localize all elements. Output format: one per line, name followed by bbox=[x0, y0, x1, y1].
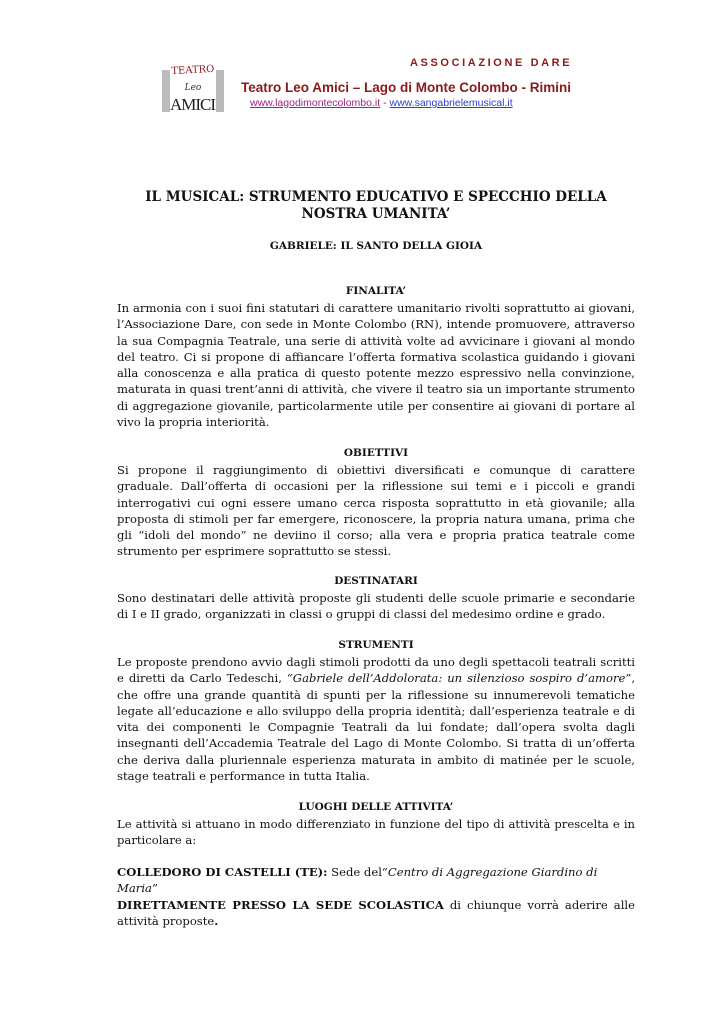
section-finalita bbox=[117, 284, 635, 430]
section-text: In armonia con i suoi fini statutari di carattere umanitario rivolti soprattutto ai giovani, l’Associazione Dare, con sede in Monte Colombo (RN), intende promuovere, attraverso la sua Compagnia Teatrale, una serie di attività volte ad avvicinare i giovani al mondo del teatro. Ci si propone di affiancare l’offerta formativa scolastica guidando i giovani alla conoscenza e alla pratica di questo potente mezzo espressivo nella convinzione, maturata in quasi trent’anni di attività, che vivere il teatro sia un importante strumento di aggregazione giovanile, particolarmente utile per consentire ai giovani di portare al vivo la propria interiorità. bbox=[117, 301, 635, 430]
show-title: “Gabriele dell’Addolorata: un silenzioso sospiro d’amore” bbox=[286, 671, 632, 686]
place-name: COLLEDORO DI CASTELLI (TE): bbox=[117, 865, 328, 879]
section-heading: FINALITA’ bbox=[345, 285, 407, 297]
section-destinatari bbox=[117, 574, 635, 623]
text-after: , che offre una grande quantità di spunti per la riflessione su innumerevoli tematiche legate all’educazione e allo sviluppo della propria identità; dall’esperienza teatrale e di vita dei componenti le Compagnie Teatrali da lui fondate; dall’opera svolta dagli insegnanti dell’Accademia Teatrale del Lago di Monte Colombo. Si tratta di un’offerta che deriva dalla pluriennale esperienza maturata in ambito di matinée per le scuole, stage teatrali e performance in tutta Italia. bbox=[117, 671, 635, 784]
link-separator: - bbox=[383, 97, 387, 109]
document-subtitle: GABRIELE: IL SANTO DELLA GIOIA bbox=[269, 240, 483, 252]
link-lagodimontecolombo[interactable]: www.lagodimontecolombo.it bbox=[250, 97, 381, 109]
svg-text:AMICI: AMICI bbox=[170, 95, 216, 114]
section-strumenti bbox=[117, 638, 635, 784]
place-text: di chiunque vorrà aderire alle attività proposte bbox=[117, 898, 635, 929]
section-text: Sono destinatari delle attività proposte gli studenti delle scuole primarie e secondarie di I e II grado, organizzati in classi o gruppi di classi del medesimo ordine e grado. bbox=[117, 591, 635, 622]
section-text bbox=[117, 654, 635, 784]
section-heading: DESTINATARI bbox=[334, 575, 418, 587]
section-heading: STRUMENTI bbox=[338, 639, 414, 651]
section-heading: LUOGHI DELLE ATTIVITA’ bbox=[298, 801, 454, 813]
text-before: Le proposte prendono avvio dagli stimoli prodotti da uno degli spettacoli teatrali scritti e diretti da Carlo Tedeschi, bbox=[117, 655, 635, 686]
association-name: ASSOCIAZIONE DARE bbox=[410, 57, 573, 69]
section-luoghi bbox=[117, 800, 635, 849]
place-text: Sede del bbox=[327, 865, 382, 879]
svg-text:Leo: Leo bbox=[184, 83, 202, 93]
link-sangabrielemusical[interactable]: www.sangabrielemusical.it bbox=[389, 97, 513, 109]
place-sede-scolastica bbox=[117, 897, 635, 930]
theatre-name: Teatro Leo Amici – Lago di Monte Colombo - Rimini bbox=[241, 80, 572, 95]
svg-text:TEATRO: TEATRO bbox=[171, 63, 215, 78]
section-obiettivi bbox=[117, 446, 635, 560]
place-colledoro bbox=[117, 864, 635, 897]
section-text: Si propone il raggiungimento di obiettivi diversificati e comunque di carattere graduale. Dall’offerta di occasioni per la riflessione sui temi e i piccoli e grandi interrogativi cui ogni essere umano cerca risposta soprattutto in età giovanile; alla proposta di stimoli per far emergere, riconoscere, la propria natura umana, prima che gli “idoli del mondo” ne deviino il corso; alla vera e propria pratica teatrale come strumento per esprimere soprattutto se stessi. bbox=[117, 463, 635, 559]
place-italic: “Centro di Aggregazione Giardino di Maria” bbox=[117, 865, 598, 896]
teatro-leo-amici-logo bbox=[160, 60, 226, 114]
document-title: IL MUSICAL: STRUMENTO EDUCATIVO E SPECCHIO DELLA NOSTRA UMANITA’ bbox=[145, 189, 607, 222]
section-text: Le attività si attuano in modo differenziato in funzione del tipo di attività prescelta e in particolare a: bbox=[117, 817, 635, 848]
header-links bbox=[250, 97, 513, 109]
section-heading: OBIETTIVI bbox=[343, 447, 409, 459]
place-end: . bbox=[214, 914, 219, 929]
place-name: DIRETTAMENTE PRESSO LA SEDE SCOLASTICA bbox=[117, 898, 444, 912]
